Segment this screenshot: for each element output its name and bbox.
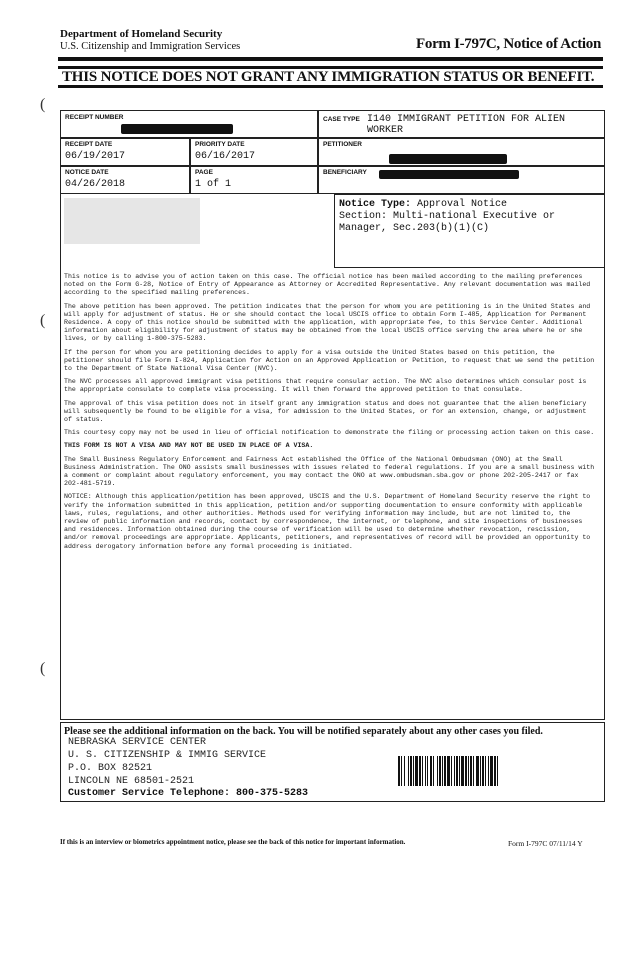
priority-date-value: 06/16/2017 xyxy=(195,151,256,162)
beneficiary-label: BENEFICIARY xyxy=(323,169,367,176)
customer-service-phone: Customer Service Telephone: 800-375-5283 xyxy=(68,788,309,799)
case-type-cell xyxy=(318,110,605,138)
notice-date-value: 04/26/2018 xyxy=(65,179,126,190)
redacted-petitioner xyxy=(389,154,507,164)
petitioner-cell xyxy=(318,138,605,166)
address-line: LINCOLN NE 68501-2521 xyxy=(68,776,195,787)
beneficiary-cell xyxy=(318,166,605,194)
margin-mark: ( xyxy=(40,312,46,329)
case-type-value: I140 IMMIGRANT PETITION FOR ALIEN WORKER xyxy=(367,114,566,136)
blank-gray-area xyxy=(64,198,200,244)
notice-type-label: Notice Type: xyxy=(339,199,412,210)
header-rule xyxy=(58,57,603,61)
notice-date-label: NOTICE DATE xyxy=(65,169,109,176)
page-cell xyxy=(190,166,318,194)
interview-note: If this is an interview or biometrics appointment notice, please see the back of this notice for important information. xyxy=(60,838,406,846)
body-paragraph: The Small Business Regulatory Enforcement and Fairness Act established the Office of the National Ombudsman (ONO) at the Small Business Administration. The ONO assists small businesses with issues related to federal regulations. If you are a small business with a comment or complaint about regulatory enforcement, you may contact the ONO at www.ombudsman.sba.gov or phone 202-205-2417 or fax 202-481-5719. xyxy=(64,455,595,488)
barcode-bar xyxy=(498,756,499,786)
redacted-receipt-number xyxy=(121,124,233,134)
body-paragraph: This courtesy copy may not be used in lieu of official notification to demonstrate the filing or processing action taken on this case. xyxy=(64,429,595,437)
redacted-beneficiary xyxy=(379,170,519,179)
status-banner xyxy=(58,66,603,88)
receipt-date-label: RECEIPT DATE xyxy=(65,141,113,148)
receipt-number-label: RECEIPT NUMBER xyxy=(65,114,124,121)
petitioner-label: PETITIONER xyxy=(323,141,363,148)
receipt-date-value: 06/19/2017 xyxy=(65,151,126,162)
notice-date-cell xyxy=(60,166,190,194)
body-paragraph: This notice is to advise you of action taken on this case. The official notice has been mailed according to the mailing preferences noted on the Form G-28, Notice of Entry of Appearance as Attorney or Accredited Representative. Any relevant documentation was mailed according to the specified mailing preferences. xyxy=(64,273,591,297)
notice-section: Section: Multi-national Executive or Manager, Sec.203(b)(1)(C) xyxy=(339,211,556,234)
address-line: U. S. CITIZENSHIP & IMMIG SERVICE xyxy=(68,750,267,761)
form-version: Form I-797C 07/11/14 Y xyxy=(508,839,583,848)
receipt-date-cell xyxy=(60,138,190,166)
address-line: NEBRASKA SERVICE CENTER xyxy=(68,737,207,748)
banner-text: THIS NOTICE DOES NOT GRANT ANY IMMIGRATION STATUS OR BENEFIT. xyxy=(62,68,595,85)
notice-type-value: Approval Notice xyxy=(417,199,508,210)
body-paragraph: The NVC processes all approved immigrant visa petitions that require consular action. The NVC also determines which consular post is the appropriate consulate to complete visa processing. It will then forward the approved petition to that consulate. xyxy=(64,378,587,394)
body-paragraph: The approval of this visa petition does not in itself grant any immigration status and does not guarantee that the alien beneficiary will subsequently be found to be eligible for a visa, for admission to the United States, or for an extension, change, or adjustment of status. xyxy=(64,399,587,424)
sub-agency-name: U.S. Citizenship and Immigration Services xyxy=(60,41,241,52)
margin-mark: ( xyxy=(40,660,46,677)
body-paragraph: THIS FORM IS NOT A VISA AND MAY NOT BE USED IN PLACE OF A VISA. xyxy=(64,442,314,450)
notice-type-block xyxy=(339,199,601,235)
notice-type-cell xyxy=(334,194,605,268)
body-paragraph: NOTICE: Although this application/petition has been approved, USCIS and the U.S. Department of Homeland Security reserve the right to verify the information submitted in this application, petition and/or supporting documentation to ensure conformity with applicable laws, rules, regulations, and other authorities. Methods used for verifying information may include, but are not limited to, the review of public information and records, contact by correspondence, the internet, or telephone, and site inspections of businesses and residences. Information obtained during the course of verification will be used to determine whether revocation, rescission, and/or removal proceedings are appropriate. Applicants, petitioners, and representatives of record will be provided an opportunity to address derogatory information before any formal proceeding is initiated. xyxy=(64,493,591,550)
agency-name: Department of Homeland Security xyxy=(60,28,223,40)
priority-date-label: PRIORITY DATE xyxy=(195,141,245,148)
priority-date-cell xyxy=(190,138,318,166)
margin-mark: ( xyxy=(40,96,46,113)
receipt-number-cell xyxy=(60,110,318,138)
body-paragraph: The above petition has been approved. The petition indicates that the person for whom you are petitioning is in the United States and will apply for adjustment of status. He or she should contact the local USCIS office to obtain Form I-485, Application for Permanent Residence. A copy of this notice should be submitted with the application, with appropriate fee, to this Service Center. Additional information about eligibility for adjustment of status may be obtained from the local USCIS office serving the area where he or she lives, or by calling 1-800-375-5283. xyxy=(64,302,591,343)
notice-body xyxy=(64,273,596,556)
body-paragraph: If the person for whom you are petitioning decides to apply for a visa outside the United States based on this petition, the petitioner should file Form I-824, Application for Action on an Approved Application or Petition, to request that we send the petition to the Department of State National Visa Center (NVC). xyxy=(64,348,595,373)
form-title: Form I-797C, Notice of Action xyxy=(416,36,602,52)
case-type-label: CASE TYPE xyxy=(323,116,360,123)
page-label: PAGE xyxy=(195,169,213,176)
back-info-note: Please see the additional information on the back. You will be notified separately about any other cases you filed. xyxy=(64,726,543,737)
barcode xyxy=(398,756,594,786)
address-line: P.O. BOX 82521 xyxy=(68,763,153,774)
page-value: 1 of 1 xyxy=(195,179,232,190)
